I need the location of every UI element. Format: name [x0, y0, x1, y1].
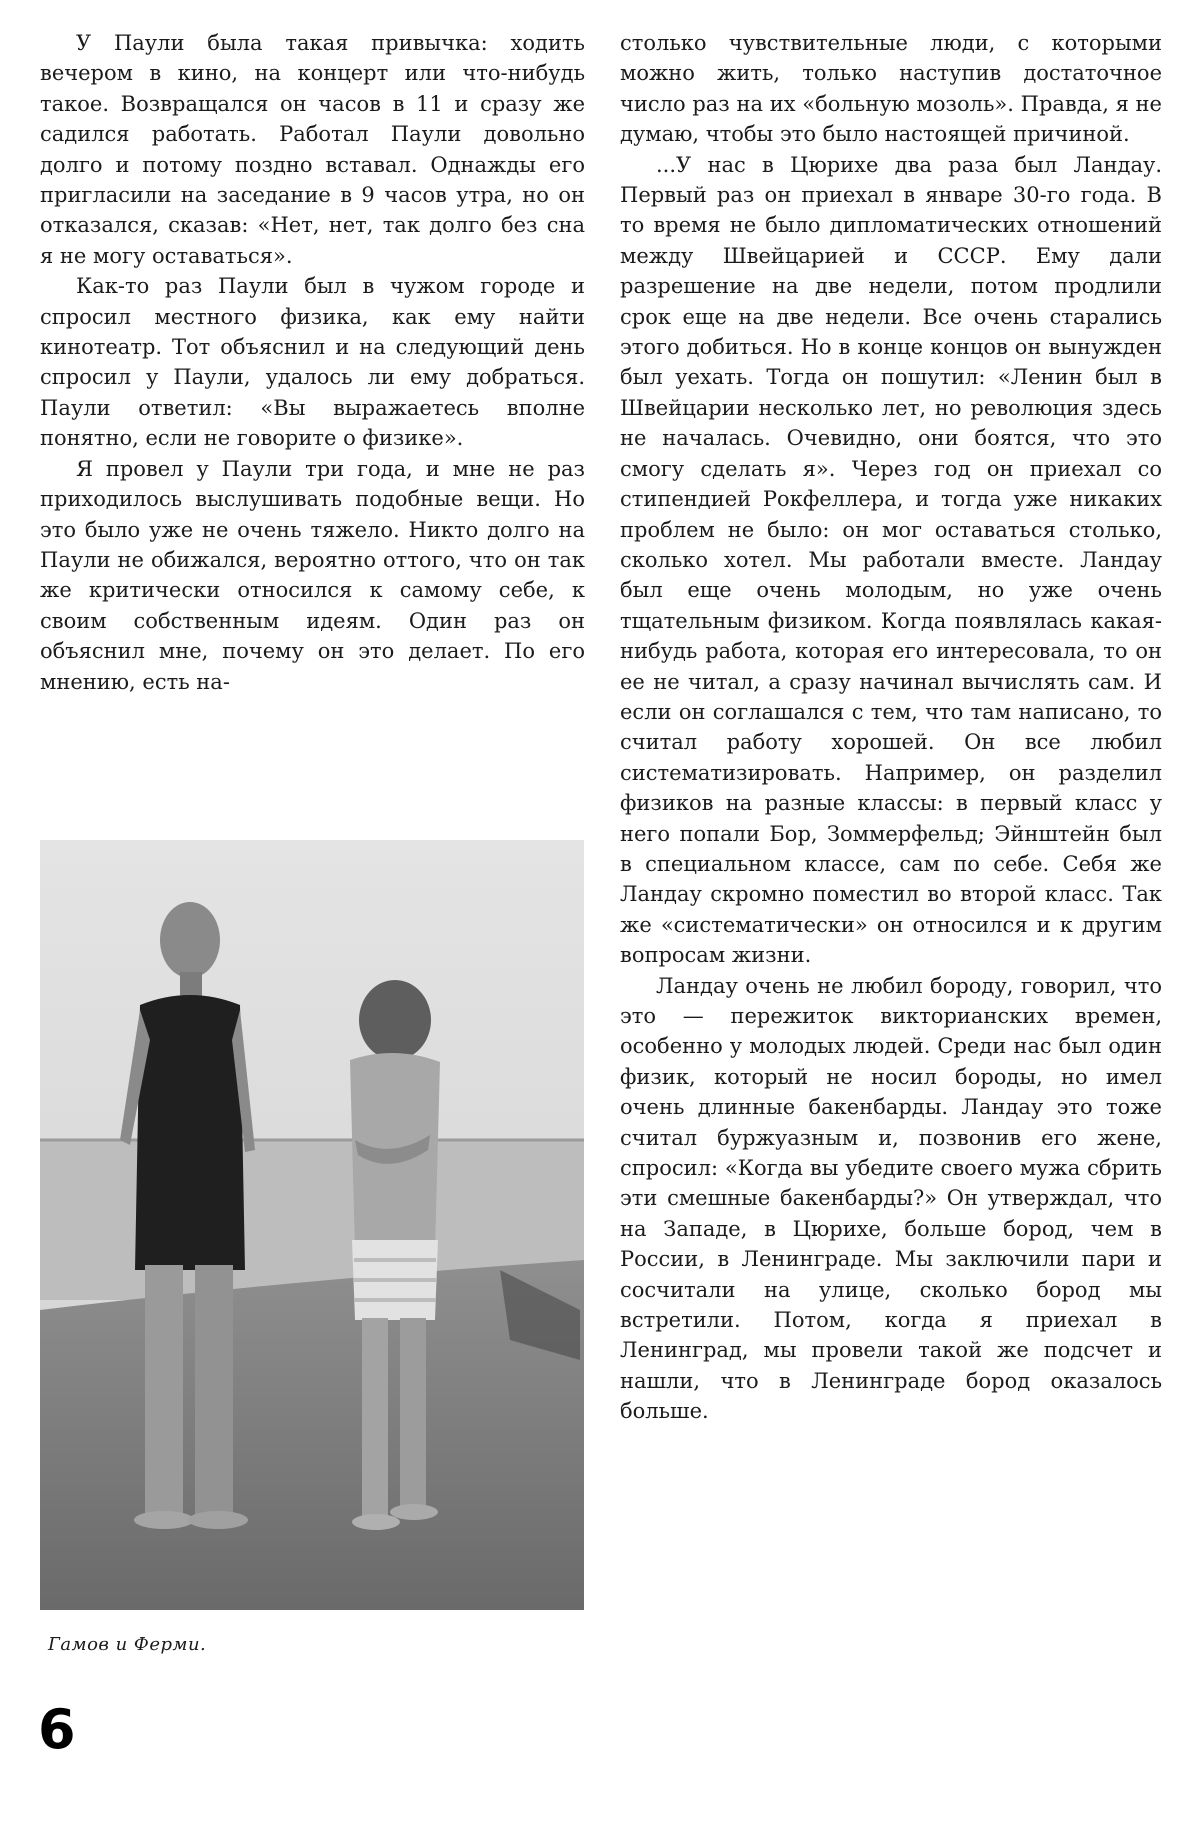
right-column	[620, 28, 1162, 1427]
paragraph: Как-то раз Паули был в чужом городе и спросил местного физика, как ему найти кинотеатр. Тот объяснил и на следующий день спросил у Паули, удалось ли ему добраться. Паули ответил: «Вы выражаетесь вполне понятно, если не говорите о физике».	[40, 274, 585, 451]
photo-illustration	[40, 840, 584, 1610]
photo-caption: Гамов и Ферми.	[48, 1634, 207, 1655]
paragraph: Я провел у Паули три года, и мне не раз приходилось выслушивать подобные вещи. Но это было уже не очень тяжело. Никто долго на Паули не обижался, вероятно оттого, что он так же критически относился к самому себе, к своим собственным идеям. Один раз он объяснил мне, почему он это делает. По его мнению, есть на-	[40, 456, 585, 694]
paragraph: Ландау очень не любил бороду, говорил, что это — пережиток викторианских времен, особенно у молодых людей. Среди нас был один физик, который не носил бороды, но имел очень длинные бакенбарды. Ландау это тоже считал буржуазным и, позвонив его жене, спросил: «Когда вы убедите своего мужа сбрить эти смешные бакенбарды?» Он утверждал, что на Западе, в Цюрихе, больше бород, чем в России, в Ленинграде. Мы заключили пари и сосчитали на улице, сколько бород мы встретили. Потом, когда я приехал в Ленинград, мы провели такой же подсчет и нашли, что в Ленинграде бород оказалось больше.	[620, 973, 1162, 1424]
photo-gamow-fermi	[40, 840, 584, 1610]
paragraph: столько чувствительные люди, с которыми можно жить, только наступив достаточное число раз на их «больную мозоль». Правда, я не думаю, чтобы это было настоящей причиной.	[620, 31, 1162, 147]
paragraph: У Паули была такая привычка: ходить вечером в кино, на концерт или что-нибудь такое. Возвращался он часов в 11 и сразу же садился работать. Работал Паули довольно долго и потому поздно вставал. Однажды его пригласили на заседание в 9 часов утра, но он отказался, сказав: «Нет, нет, так долго без сна я не могу оставаться».	[40, 31, 585, 268]
paragraph: ...У нас в Цюрихе два раза был Ландау. Первый раз он приехал в январе 30-го года. В то время не было дипломатических отношений между Швейцарией и СССР. Ему дали разрешение на две недели, потом продлили срок еще на две недели. Все очень старались этого добиться. Но в конце концов он вынужден был уехать. Тогда он пошутил: «Ленин был в Швейцарии несколько лет, но революция здесь не началась. Очевидно, они боятся, что это смогу сделать я». Через год он приехал со стипендией Рокфеллера, и тогда уже никаких проблем не было: он мог оставаться столько, сколько хотел. Мы работали вместе. Ландау был еще очень молодым, но уже очень тщательным физиком. Когда появлялась какая-нибудь работа, которая его интересовала, то он ее не читал, а сразу начинал вычислять сам. И если он соглашался с тем, что там написано, то считал работу хорошей. Он все любил систематизировать. Например, он разделил физиков на разные классы: в первый класс у него попали Бор, Зоммерфельд; Эйнштейн был в специальном классе, сам по себе. Себя же Ландау скромно поместил во второй класс. Так же «систематически» он относился и к другим вопросам жизни.	[620, 152, 1162, 968]
photo-beach	[40, 1260, 584, 1610]
left-column	[40, 28, 585, 697]
page-number: 6	[38, 1698, 76, 1761]
